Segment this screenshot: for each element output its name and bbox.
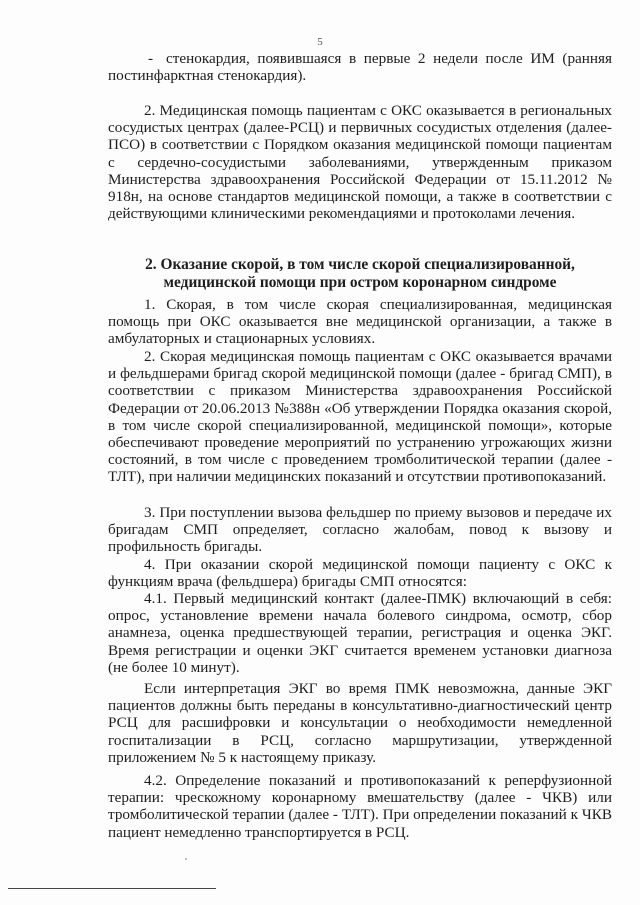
paragraph-item-1: 1. Скорая, в том числе скорая специализированная, медицинская помощь при ОКС оказывается вне медицинской организации, а также в амбулаторных и стационарных условиях. xyxy=(108,296,612,348)
paragraph-item-2: 2. Скорая медицинская помощь пациентам с ОКС оказывается врачами и фельдшерами бригад скорой медицинской помощи (далее - бригад СМП), в соответствии с приказом Министерства здравоохранения Российской Федерации от 20.06.2013 №388н «Об утверждении Порядка оказания скорой, в том числе скорой специализированной, медицинской помощи», которые обеспечивают проведение мероприятий по устранению угрожающих жизни состояний, в том числе с проведением тромболитической терапии (далее - ТЛТ), при наличии медицинских показаний и отсутствии противопоказаний. xyxy=(108,348,612,486)
paragraph-item-4-1: 4.1. Первый медицинский контакт (далее-ПМК) включающий в себя: опрос, установление времени начала болевого синдрома, осмотр, сбор анамнеза, оценка предшествующей терапии, регистрация и оценка ЭКГ. Время регистрации и оценки ЭКГ считается временем установки диагноза (не более 10 минут). xyxy=(108,590,612,676)
list-item-text: стенокардия, появившаяся в первые 2 недели после ИМ (ранняя постинфарктная стенокардия). xyxy=(108,50,612,85)
list-item xyxy=(108,50,612,84)
section-heading: 2. Оказание скорой, в том числе скорой специализированной, медицинской помощи при остром коронарном синдроме xyxy=(145,256,575,291)
footnote-separator-line xyxy=(8,888,216,889)
list-dash-marker: - xyxy=(148,50,154,67)
paragraph-section1-item2: 2. Медицинская помощь пациентам с ОКС оказывается в региональных сосудистых центрах (далее-РСЦ) и первичных сосудистых отделения (далее-ПСО) в соответствии с Порядком оказания медицинской помощи пациентам с сердечно-сосудистыми заболеваниями, утвержденным приказом Министерства здравоохранения Российской Федерации от 15.11.2012 № 918н, на основе стандартов медицинской помощи, а также в соответствии с действующими клиническими рекомендациями и протоколами лечения. xyxy=(108,102,612,223)
page-number: 5 xyxy=(317,36,323,48)
paragraph-item-4-1-continued: Если интерпретация ЭКГ во время ПМК невозможна, данные ЭКГ пациентов должны быть переданы в консультативно-диагностический центр РСЦ для расшифровки и консультации о необходимости немедленной госпитализации в РСЦ, согласно маршрутизации, утвержденной приложением № 5 к настоящему приказу. xyxy=(108,680,612,766)
paragraph-item-4: 4. При оказании скорой медицинской помощи пациенту с ОКС к функциям врача (фельдшера) бригады СМП относятся: xyxy=(108,556,612,591)
scan-speck xyxy=(185,858,187,860)
paragraph-item-3: 3. При поступлении вызова фельдшер по приему вызовов и передаче их бригадам СМП определяет, согласно жалобам, повод к вызову и профильность бригады. xyxy=(108,504,612,556)
paragraph-item-4-2: 4.2. Определение показаний и противопоказаний к реперфузионной терапии: чрескожному коронарному вмешательству (далее - ЧКВ) или тромболитической терапии (далее - ТЛТ). При определении показаний к ЧКВ пациент немедленно транспортируется в РСЦ. xyxy=(108,772,612,841)
